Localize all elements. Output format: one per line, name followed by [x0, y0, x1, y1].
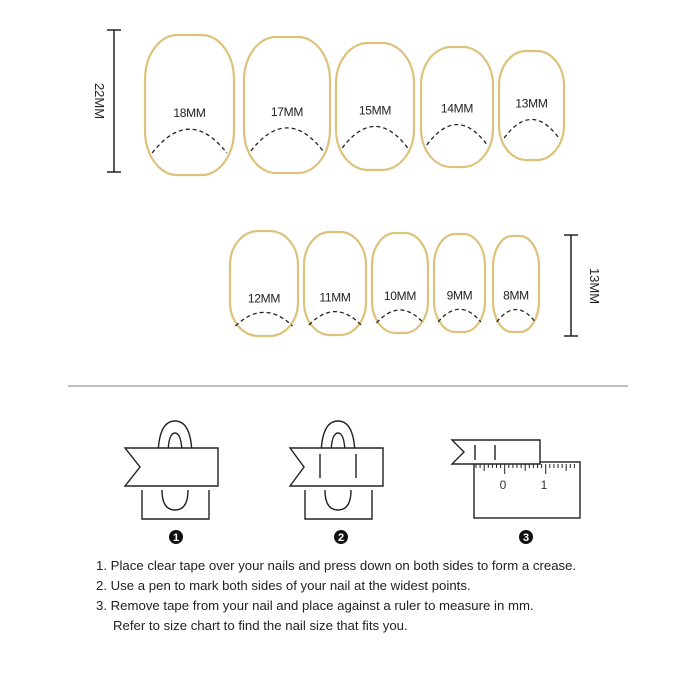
small-row-dimension-label: 13MM [587, 267, 602, 305]
step-3-number: 3 [522, 532, 530, 544]
instruction-line-1: 1. Place clear tape over your nails and press down on both sides to form a crease. [96, 558, 577, 573]
large-row-dimension-label: 22MM [92, 82, 107, 120]
nail-size-label: 9MM [446, 288, 473, 303]
nail-12mm [230, 231, 298, 336]
nail-size-label: 13MM [515, 96, 548, 111]
nail-8mm [493, 236, 539, 332]
step-1-illustration [125, 421, 218, 519]
nail-size-label: 8MM [503, 288, 529, 303]
step-2-number: 2 [337, 532, 345, 544]
nail-14mm [421, 47, 493, 167]
nail-size-label: 17MM [270, 104, 304, 119]
nail-15mm [336, 43, 414, 170]
nail-size-label: 18MM [173, 106, 206, 121]
step-2-illustration [290, 421, 383, 519]
ruler-tick-label-1: 1 [540, 478, 548, 492]
nail-10mm [372, 233, 428, 333]
nail-outline [372, 233, 428, 333]
nail-size-label: 12MM [247, 291, 281, 306]
instruction-line-4: Refer to size chart to find the nail size that fits you. [113, 618, 408, 633]
nail-size-label: 10MM [383, 289, 417, 303]
small-row-dimension [564, 235, 578, 336]
nail-13mm [499, 51, 564, 160]
nail-outline [145, 35, 234, 175]
instruction-line-3: 3. Remove tape from your nail and place against a ruler to measure in mm. [96, 598, 534, 613]
nail-shapes [145, 35, 564, 336]
instruction-line-2: 2. Use a pen to mark both sides of your nail at the widest points. [96, 578, 471, 593]
step-1-number: 1 [172, 532, 180, 544]
ruler-tick-label-0: 0 [499, 478, 507, 492]
nail-size-label: 14MM [440, 101, 474, 116]
nail-18mm [145, 35, 234, 175]
nail-size-label: 11MM [319, 290, 351, 305]
nail-17mm [244, 37, 330, 173]
nail-11mm [304, 232, 366, 335]
nail-outline [304, 232, 366, 335]
nail-9mm [434, 234, 485, 332]
measurement-instructions [96, 556, 676, 636]
large-row-dimension [107, 30, 121, 172]
nail-outline [230, 231, 298, 336]
step-3-illustration [452, 440, 580, 518]
nail-size-label: 15MM [358, 103, 392, 118]
